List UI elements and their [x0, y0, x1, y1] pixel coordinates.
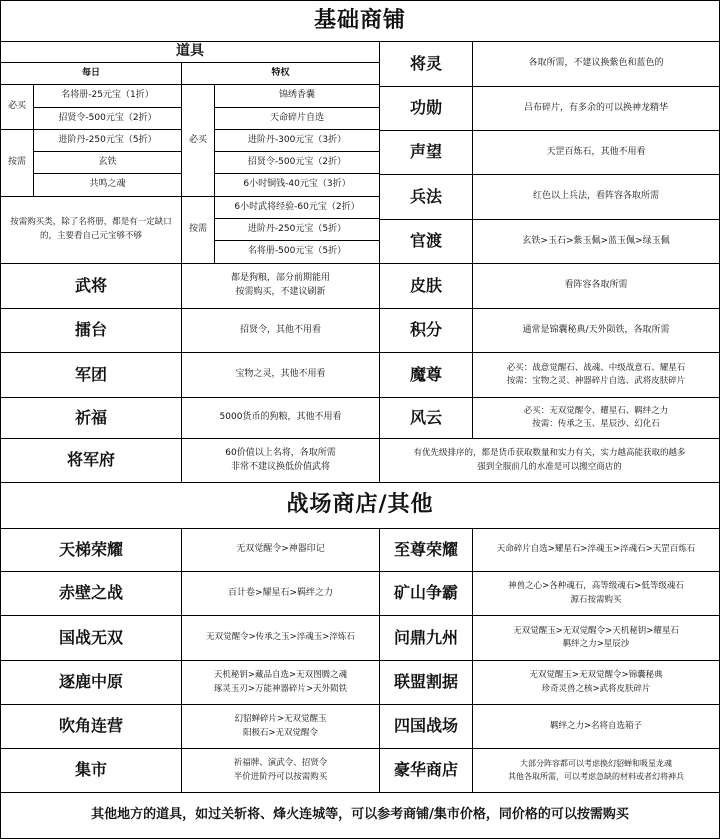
shop-name-leitai: 擂台 [74, 320, 107, 340]
shop-name-qifu: 祈福 [74, 407, 107, 427]
shop-desc-fengyun: 必买：无双觉醒令、耀星石、羁绊之力 按需：传承之玉、星辰沙、幻化石 [523, 405, 669, 429]
shop-name-jiangjunfu: 将军府 [66, 450, 115, 470]
battle-name-siguo: 四国战场 [393, 716, 458, 736]
privilege-must-buy-label: 必买 [188, 134, 207, 145]
shop-desc-guandu: 玄铁>玉石>紫玉佩>蓝玉佩>绿玉佩 [522, 235, 670, 246]
battle-name-lianmeng: 联盟割据 [393, 672, 458, 692]
footer-note: 其他地方的道具，如过关斩将、烽火连城等，可以参考商铺/集市价格，同价格的可以按需购买 [91, 807, 629, 823]
battle-name-zhulu: 逐鹿中原 [58, 672, 123, 692]
privilege-must-item: 招贤令-500元宝（2折） [247, 156, 347, 167]
privilege-needed-item: 6小时武将经验-60元宝（2折） [234, 201, 360, 212]
battle-desc-chuijiao: 幻貂蝉碎片>无双觉醒玉 阳极石>无双觉醒令 [234, 714, 327, 738]
shop-desc-juntuan: 宝物之灵，其他不用看 [235, 369, 326, 380]
shop-name-bingfa: 兵法 [409, 186, 442, 206]
battle-desc-tianti: 无双觉醒令>神器印记 [236, 544, 325, 555]
battle-name-zhizun: 至尊荣耀 [393, 539, 458, 559]
battle-desc-siguo: 羁绊之力>名将自选箱子 [549, 720, 643, 731]
battle-desc-kuangshan: 神兽之心>各种魂石，高等级魂石>低等级魂石 源石按需购买 [508, 581, 684, 605]
shop-desc-leitai: 招贤令，其他不用看 [239, 324, 321, 335]
battle-desc-jishi: 祈福牌、演武令、招贤令 半价进阶丹可以按需购买 [233, 758, 328, 782]
shop-desc-wujiang: 都是狗粮，部分前期能用 按需购买，不建议刷新 [230, 273, 330, 297]
battle-name-guozhan: 国战无双 [58, 627, 123, 647]
shop-name-juntuan: 军团 [74, 364, 107, 384]
shop-desc-mozun: 必买：战意觉醒石、战魂、中级战意石、耀星石 按需：宝物之灵、神器碎片自选、武将皮肤碎片 [506, 362, 686, 386]
privilege-must-item: 6小时铜钱-40元宝（3折） [243, 179, 351, 190]
battle-name-tianti: 天梯荣耀 [58, 539, 123, 559]
shop-desc-jifen: 通常是锦囊秘典/天外陨铁，各取所需 [522, 324, 670, 335]
buy-note: 按需购买类，除了名将册，都是有一定缺口的，主要看自己元宝够不够 [10, 217, 172, 241]
shop-name-jiangling: 将灵 [409, 53, 442, 73]
battle-name-wending: 问鼎九州 [393, 627, 458, 647]
battle-desc-zhizun: 天命碎片自选>耀星石>淬魂玉>淬魂石>天罡百炼石 [496, 544, 696, 555]
props-section-title: 道具 [176, 43, 204, 60]
shop-desc-bingfa: 红色以上兵法，看阵容各取所需 [532, 191, 659, 202]
daily-needed-item: 进阶丹-250元宝（5折） [58, 134, 157, 145]
daily-header: 每日 [81, 67, 100, 78]
shop-desc-shengwang: 天罡百炼石，其他不用看 [546, 146, 646, 157]
daily-needed-item: 玄铁 [98, 156, 117, 167]
daily-as-needed-label: 按需 [7, 157, 26, 168]
battle-name-chuijiao: 吹角连营 [58, 716, 123, 736]
battle-desc-zhulu: 天机秘钥>藏品自选>无双图腾之魂 琢灵玉刃>万能神器碎片>天外陨铁 [213, 670, 348, 694]
shop-name-mozun: 魔尊 [409, 364, 442, 384]
privilege-needed-item: 名将册-500元宝（5折） [247, 246, 347, 257]
shop-name-fengyun: 风云 [409, 407, 442, 427]
battle-desc-haohua: 大部分阵容都可以考虑换幻貂蝉和吸星龙魂 其他各取所需，可以考虑急缺的材料或者幻将神兵 [508, 759, 684, 781]
shop-name-pifu: 皮肤 [409, 275, 442, 295]
battle-section-title: 战场商店/其他 [286, 492, 434, 518]
privilege-needed-item: 进阶丹-250元宝（5折） [247, 223, 347, 234]
page-title: 基础商铺 [313, 7, 406, 33]
daily-must-item: 招贤令-500元宝（2折） [58, 112, 157, 123]
daily-must-item: 名将册-25元宝（1折） [61, 90, 154, 101]
privilege-as-needed-label: 按需 [188, 224, 207, 235]
battle-name-jishi: 集市 [74, 760, 107, 780]
battle-desc-guozhan: 无双觉醒令>传承之玉>淬魂玉>淬炼石 [206, 632, 355, 643]
battle-name-chibi: 赤壁之战 [58, 583, 123, 603]
shop-name-jifen: 积分 [409, 320, 442, 340]
daily-must-buy-label: 必买 [7, 101, 26, 112]
generals-priority-note: 有优先级排序的，都是货币获取数量和实力有关，实力越高能获取的越多 强到全服前几的水准是可以搬空商店的 [413, 448, 686, 472]
battle-desc-wending: 无双觉醒玉>无双觉醒令>天机秘钥>耀星石 羁绊之力>星辰沙 [513, 625, 679, 649]
shop-name-guandu: 官渡 [409, 231, 442, 251]
privilege-must-item: 锦绣香囊 [278, 90, 315, 101]
battle-desc-chibi: 百计卷>耀星石>羁绊之力 [227, 587, 334, 598]
battle-name-haohua: 豪华商店 [393, 760, 458, 780]
shop-desc-qifu: 5000货币的狗粮，其他不用看 [219, 412, 342, 423]
shop-name-wujiang: 武将 [74, 275, 107, 295]
battle-name-kuangshan: 矿山争霸 [393, 583, 458, 603]
shop-desc-jiangjunfu: 60价值以上名将，各取所需 非常不建议换低价值武将 [225, 447, 336, 472]
privilege-must-item: 天命碎片自选 [269, 112, 324, 123]
shop-name-shengwang: 声望 [409, 142, 442, 162]
shop-desc-gongxun: 吕布碎片，有多余的可以换神龙精华 [523, 102, 668, 113]
daily-needed-item: 共鸣之魂 [89, 179, 126, 190]
shop-name-gongxun: 功勋 [409, 98, 442, 118]
shop-desc-pifu: 看阵容各取所需 [564, 280, 628, 291]
shop-desc-jiangling: 各取所需，不建议换紫色和蓝色的 [528, 58, 664, 69]
battle-desc-lianmeng: 无双觉醒玉>无双觉醒令>锦囊秘典 珍奇灵兽之核>武将皮肤碎片 [529, 670, 663, 694]
privilege-must-item: 进阶丹-300元宝（3折） [247, 134, 347, 145]
privilege-header: 特权 [271, 67, 290, 78]
